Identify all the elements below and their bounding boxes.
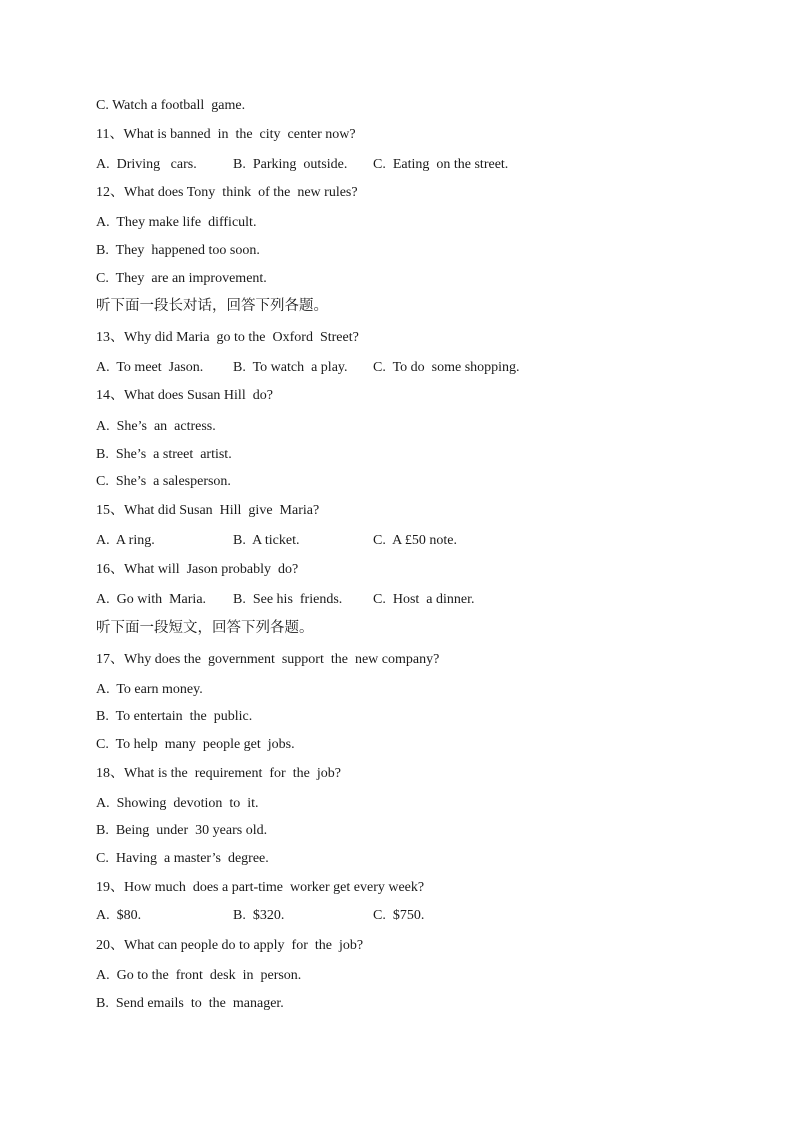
- q15-option-b: B. A ticket.: [233, 533, 300, 548]
- question-15: 15、What did Susan Hill give Maria?: [96, 503, 320, 518]
- question-16: 16、What will Jason probably do?: [96, 562, 299, 577]
- q12-option-a: A. They make life difficult.: [96, 215, 257, 230]
- q17-option-b: B. To entertain the public.: [96, 709, 253, 724]
- q16-option-a: A. Go with Maria.: [96, 592, 207, 607]
- q19-option-b: B. $320.: [233, 908, 285, 923]
- q15-option-a: A. A ring.: [96, 533, 155, 548]
- q15-option-c: C. A £50 note.: [373, 533, 458, 548]
- q16-option-c: C. Host a dinner.: [373, 592, 475, 607]
- question-19: 19、How much does a part-time worker get every week?: [96, 880, 425, 895]
- q17-option-a: A. To earn money.: [96, 682, 203, 697]
- q14-option-a: A. She’s an actress.: [96, 419, 216, 434]
- question-17: 17、Why does the government support the new company?: [96, 652, 440, 667]
- q13-option-a: A. To meet Jason.: [96, 360, 204, 375]
- section-heading-short-passage: 听下面一段短文，回答下列各题。: [96, 620, 314, 636]
- q18-option-c: C. Having a master’s degree.: [96, 851, 269, 866]
- q11-option-a: A. Driving cars.: [96, 157, 197, 172]
- q18-option-a: A. Showing devotion to it.: [96, 796, 259, 811]
- q19-option-a: A. $80.: [96, 908, 142, 923]
- question-14: 14、What does Susan Hill do?: [96, 388, 273, 403]
- question-11: 11、What is banned in the city center now?: [96, 127, 356, 142]
- section-heading-long-dialogue: 听下面一段长对话，回答下列各题。: [96, 298, 328, 314]
- q20-option-a: A. Go to the front desk in person.: [96, 968, 302, 983]
- q12-option-c: C. They are an improvement.: [96, 271, 267, 286]
- q18-option-b: B. Being under 30 years old.: [96, 823, 268, 838]
- q13-option-b: B. To watch a play.: [233, 360, 348, 375]
- q17-option-c: C. To help many people get jobs.: [96, 737, 295, 752]
- q20-option-b: B. Send emails to the manager.: [96, 996, 284, 1011]
- q19-option-c: C. $750.: [373, 908, 425, 923]
- question-18: 18、What is the requirement for the job?: [96, 766, 341, 781]
- option-line: C. Watch a football game.: [96, 98, 246, 113]
- question-20: 20、What can people do to apply for the job?: [96, 938, 364, 953]
- q16-option-b: B. See his friends.: [233, 592, 343, 607]
- q14-option-b: B. She’s a street artist.: [96, 447, 232, 462]
- question-13: 13、Why did Maria go to the Oxford Street?: [96, 330, 359, 345]
- question-12: 12、What does Tony think of the new rules?: [96, 185, 358, 200]
- q14-option-c: C. She’s a salesperson.: [96, 474, 231, 489]
- q11-option-b: B. Parking outside.: [233, 157, 348, 172]
- q11-option-c: C. Eating on the street.: [373, 157, 509, 172]
- q12-option-b: B. They happened too soon.: [96, 243, 260, 258]
- q13-option-c: C. To do some shopping.: [373, 360, 520, 375]
